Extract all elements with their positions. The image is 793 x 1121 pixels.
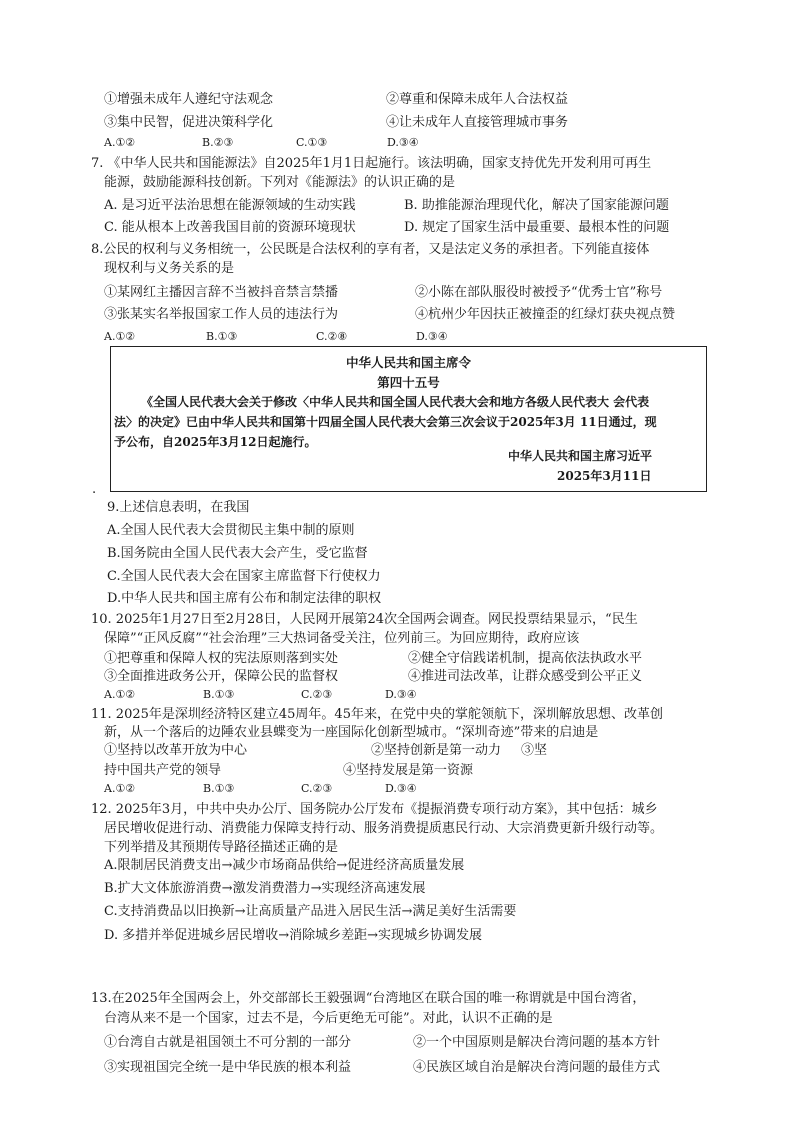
- q12-stem-line-1: 12. 2025年3月，中共中央办公厅、国务院办公厅发布《提振消费专项行动方案》，其中包括：城乡: [91, 802, 658, 817]
- q10-stem-line-1: 10. 2025年1月27日至2月28日，人民网开展第24次全国两会调查。网民投票结果显示，“民生: [91, 612, 638, 627]
- q10-option-3: ③全面推进政务公开，保障公民的监督权: [104, 669, 339, 684]
- q10-option-2: ②健全守信践诺机制，提高依法执政水平: [408, 651, 643, 666]
- decree-heading: 中华人民共和国主席令: [345, 355, 471, 370]
- q11-answer-a: A.①②: [104, 782, 136, 795]
- q6-option-4: ④让未成年人直接管理城市事务: [386, 115, 569, 130]
- q13-stem-line-1: 13.在2025年全国两会上，外交部部长王毅强调“台湾地区在联合国的唯一称谓就是中国台湾省，: [91, 991, 646, 1006]
- q7-stem-line-2: 能源，鼓励能源科技创新。下列对《能源法》的认识正确的是: [104, 175, 456, 190]
- q11-option-3-end: 持中国共产党的领导: [104, 763, 222, 778]
- q7-option-c: C. 能从根本上改善我国目前的资源环境现状: [104, 220, 356, 235]
- q6-option-1: ①增强未成年人遵纪守法观念: [104, 92, 274, 107]
- q6-answer-a: A.①②: [104, 136, 136, 149]
- q13-option-3: ③实现祖国完全统一是中华民族的根本利益: [104, 1060, 352, 1075]
- q7-option-d: D. 规定了国家生活中最重要、最根本性的问题: [404, 220, 670, 235]
- q10-answer-c: C.②③: [301, 688, 333, 701]
- decree-date: 2025年3月11日: [557, 469, 652, 483]
- q11-answer-c: C.②③: [301, 782, 333, 795]
- decree-body-line-1: 《全国人民代表大会关于修改〈中华人民共和国全国人民代表大会和地方各级人民代表大 会代表: [141, 395, 650, 409]
- q10-stem-line-2: 保障”“正风反腐”“社会治理”三大热词备受关注，位列前三。为回应期待，政府应该: [104, 631, 580, 646]
- q10-answer-a: A.①②: [104, 688, 136, 701]
- q11-stem-line-1: 11. 2025年是深圳经济特区建立45周年。45年来，在党中央的掌舵领航下，深圳解放思想、改革创: [91, 707, 663, 722]
- q8-answer-b: B.①③: [206, 330, 238, 343]
- q10-option-1: ①把尊重和保障人权的宪法原则落到实处: [104, 651, 339, 666]
- q10-answer-d: D.③④: [385, 688, 417, 701]
- q9-option-d: D.中华人民共和国主席有公布和制定法律的职权: [107, 591, 382, 606]
- q12-option-c: C.支持消费品以旧换新→让高质量产品进入居民生活→满足美好生活需要: [104, 904, 517, 919]
- q13-stem-line-2: 台湾从来不是一个国家，过去不是，今后更绝无可能”。对此，认识不正确的是: [104, 1011, 553, 1026]
- q11-answer-b: B.①③: [203, 782, 235, 795]
- q10-option-4: ④推进司法改革，让群众感受到公平正义: [408, 669, 643, 684]
- q9-option-b: B.国务院由全国人民代表大会产生，受它监督: [107, 546, 368, 561]
- decree-body-line-2: 法〉的决定》已由中华人民共和国第十四届全国人民代表大会第三次会议于2025年3月 11日通过，现: [114, 415, 657, 429]
- q13-option-1: ①台湾自古就是祖国领土不可分割的一部分: [104, 1035, 352, 1050]
- q12-stem-line-3: 下列举措及其预期传导路径描述正确的是: [104, 840, 339, 855]
- decree-body-line-3: 予公布，自2025年3月12日起施行。: [114, 435, 317, 449]
- q12-option-b: B.扩大文体旅游消费→激发消费潜力→实现经济高速发展: [104, 881, 426, 896]
- q12-option-d: D. 多措并举促进城乡居民增收→消除城乡差距→实现城乡协调发展: [104, 928, 483, 943]
- q8-answer-a: A.①②: [104, 330, 136, 343]
- q11-option-2: ②坚持创新是第一动力: [371, 743, 502, 758]
- decree-signer: 中华人民共和国主席习近平: [508, 449, 653, 463]
- q8-option-1: ①某网红主播因言辞不当被抖音禁言禁播: [104, 285, 339, 300]
- q9-option-c: C.全国人民代表大会在国家主席监督下行使权力: [107, 569, 381, 584]
- q7-option-b: B. 助推能源治理现代化，解决了国家能源问题: [404, 198, 669, 213]
- q12-option-a: A.限制居民消费支出→减少市场商品供给→促进经济高质量发展: [104, 858, 465, 873]
- decree-box: [110, 346, 707, 492]
- q9-option-a: A.全国人民代表大会贯彻民主集中制的原则: [107, 523, 355, 538]
- q8-answer-d: D.③④: [416, 330, 448, 343]
- q10-answer-b: B.①③: [203, 688, 235, 701]
- q11-option-4: ④坚持发展是第一资源: [343, 763, 474, 778]
- q11-option-1: ①坚持以改革开放为中心: [104, 743, 248, 758]
- q9-dot: .: [92, 482, 97, 497]
- decree-number: 第四十五号: [377, 375, 440, 390]
- q8-option-3: ③张某实名举报国家工作人员的违法行为: [104, 307, 339, 322]
- q8-stem-line-2: 现权利与义务关系的是: [104, 261, 235, 276]
- q6-answer-d: D.③④: [387, 136, 419, 149]
- q12-stem-line-2: 居民增收促进行动、消费能力保障支持行动、服务消费提质惠民行动、大宗消费更新升级行动等。: [104, 821, 664, 836]
- q6-answer-c: C.①③: [296, 136, 328, 149]
- q6-option-2: ②尊重和保障未成年人合法权益: [386, 92, 569, 107]
- q13-option-4: ④民族区域自治是解决台湾问题的最佳方式: [413, 1060, 661, 1075]
- q6-option-3: ③集中民智，促进决策科学化: [104, 115, 274, 130]
- q9-stem: 9.上述信息表明，在我国: [107, 500, 250, 515]
- q7-option-a: A. 是习近平法治思想在能源领域的生动实践: [104, 198, 356, 213]
- q7-stem-line-1: 7. 《中华人民共和国能源法》自2025年1月1日起施行。该法明确，国家支持优先开发利用可再生: [91, 156, 652, 171]
- q6-answer-b: B.②③: [202, 136, 234, 149]
- q8-answer-c: C.②⑧: [316, 330, 348, 343]
- q11-option-3-start: ③坚: [521, 743, 548, 758]
- q8-option-2: ②小陈在部队服役时被授予“优秀士官”称号: [415, 285, 663, 300]
- q11-answer-d: D.③④: [385, 782, 417, 795]
- q11-stem-line-2: 新，从一个落后的边陲农业县蝶变为一座国际化创新型城市。“深圳奇迹”带来的启迪是: [104, 725, 599, 740]
- q8-option-4: ④杭州少年因扶正被撞歪的红绿灯获央视点赞: [415, 307, 676, 322]
- q8-stem-line-1: 8.公民的权利与义务相统一，公民既是合法权利的享有者，又是法定义务的承担者。下列能直接体: [91, 242, 650, 257]
- q13-option-2: ②一个中国原则是解决台湾问题的基本方针: [413, 1035, 661, 1050]
